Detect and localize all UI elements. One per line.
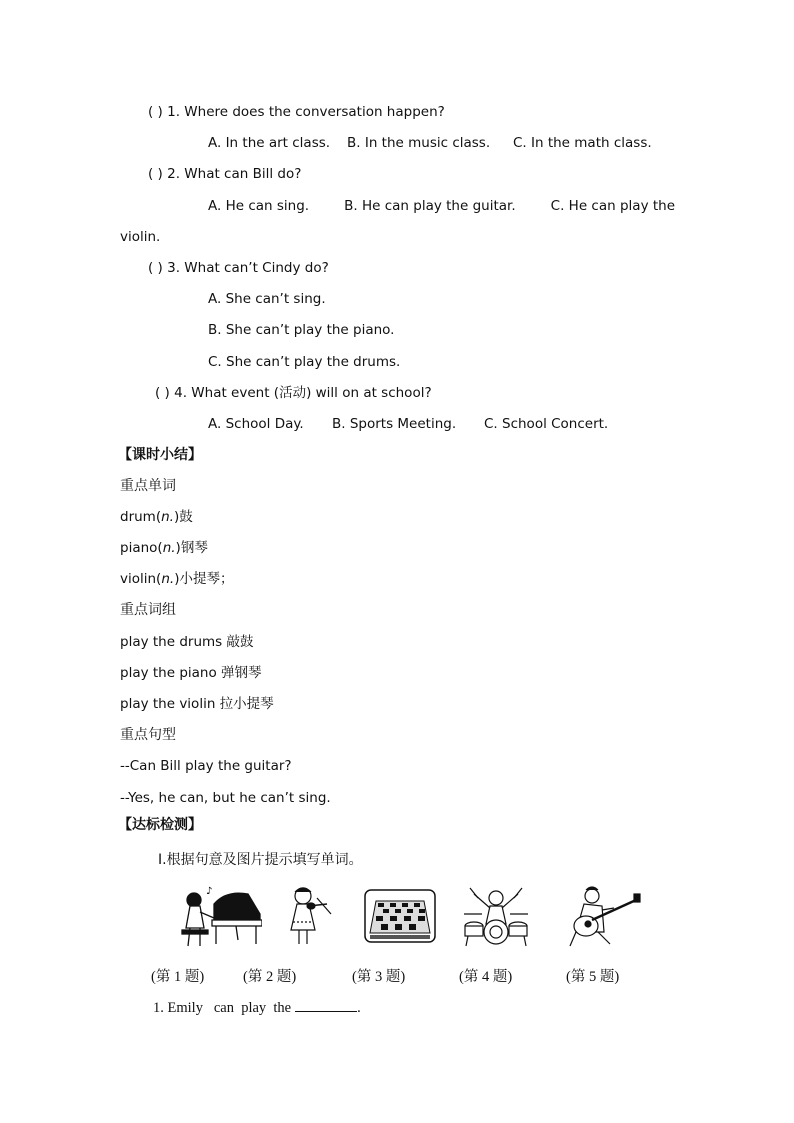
key-word-piano xyxy=(120,540,208,556)
guitar-player-icon xyxy=(558,884,642,948)
part-of-speech: n. xyxy=(162,540,176,556)
question-stem: 1. Where does the conversation happen? xyxy=(167,104,445,120)
answer-bracket[interactable]: ( ) xyxy=(148,260,163,276)
word-en: violin( xyxy=(120,571,162,587)
piano-girl-icon xyxy=(176,884,262,948)
option-a: A. In the art class. xyxy=(208,135,331,151)
word-cn: )鼓 xyxy=(173,509,193,525)
violin-girl-icon xyxy=(285,884,335,948)
q2-line xyxy=(148,166,301,182)
option-c: C. In the math class. xyxy=(513,135,652,151)
key-phrases-title: 重点词组 xyxy=(120,602,176,618)
word-en: piano( xyxy=(120,540,163,556)
option-b: B. He can play the guitar. xyxy=(344,198,516,214)
key-word-violin xyxy=(120,571,233,587)
picture-caption: (第 1 题) xyxy=(151,969,205,985)
q1-line xyxy=(148,104,445,120)
test-question-1: 1. Emily can play the . xyxy=(153,1000,361,1016)
option-a: A. He can sing. xyxy=(208,198,310,214)
question-stem: 3. What can’t Cindy do? xyxy=(167,260,329,276)
option-a: A. School Day. xyxy=(208,416,304,432)
answer-bracket[interactable]: ( ) xyxy=(155,385,170,401)
question-text: 1. Emily can play the xyxy=(153,1000,292,1016)
q2-options xyxy=(208,198,675,214)
drummer-icon xyxy=(462,884,530,948)
picture-caption: (第 4 题) xyxy=(459,969,513,985)
word-en: drum( xyxy=(120,509,162,525)
q3-line xyxy=(148,260,329,276)
picture-caption: (第 2 题) xyxy=(243,969,297,985)
answer-blank[interactable] xyxy=(295,999,357,1012)
q2-option-c-continued: violin. xyxy=(120,229,161,245)
question-stem: 4. What event (活动) will on at school? xyxy=(174,385,432,401)
q3-option-b: B. She can’t play the piano. xyxy=(208,322,395,338)
option-c: C. He can play the xyxy=(550,198,675,214)
word-cn: )钢琴 xyxy=(175,540,208,556)
part-of-speech: n. xyxy=(161,571,175,587)
test-instruction: Ⅰ.根据句意及图片提示填写单词。 xyxy=(158,852,363,868)
summary-heading: 【课时小结】 xyxy=(118,447,202,463)
key-phrase: play the drums 敲鼓 xyxy=(120,634,254,650)
answer-bracket[interactable]: ( ) xyxy=(148,166,163,182)
option-b: B. Sports Meeting. xyxy=(332,416,457,432)
question-stem: 2. What can Bill do? xyxy=(167,166,302,182)
q4-options xyxy=(208,416,609,432)
answer-bracket[interactable]: ( ) xyxy=(148,104,163,120)
picture-caption: (第 5 题) xyxy=(566,969,620,985)
word-cn: )小提琴； xyxy=(174,571,234,587)
option-b: B. In the music class. xyxy=(347,135,491,151)
q1-options xyxy=(208,135,652,151)
part-of-speech: n. xyxy=(161,509,174,525)
svg-text:♪: ♪ xyxy=(206,886,213,897)
key-phrase: play the violin 拉小提琴 xyxy=(120,696,274,712)
chessboard-icon xyxy=(364,889,436,943)
key-word-drum xyxy=(120,509,193,525)
key-phrase: play the piano 弹钢琴 xyxy=(120,665,262,681)
key-sentence: --Can Bill play the guitar? xyxy=(120,758,292,774)
key-words-title: 重点单词 xyxy=(120,478,176,494)
test-heading: 【达标检测】 xyxy=(118,817,202,833)
q3-option-a: A. She can’t sing. xyxy=(208,291,326,307)
key-sentence: --Yes, he can, but he can’t sing. xyxy=(120,790,331,806)
option-c: C. School Concert. xyxy=(484,416,609,432)
picture-caption: (第 3 题) xyxy=(352,969,406,985)
q3-option-c: C. She can’t play the drums. xyxy=(208,354,401,370)
key-sentences-title: 重点句型 xyxy=(120,727,176,743)
q4-line xyxy=(155,385,432,401)
